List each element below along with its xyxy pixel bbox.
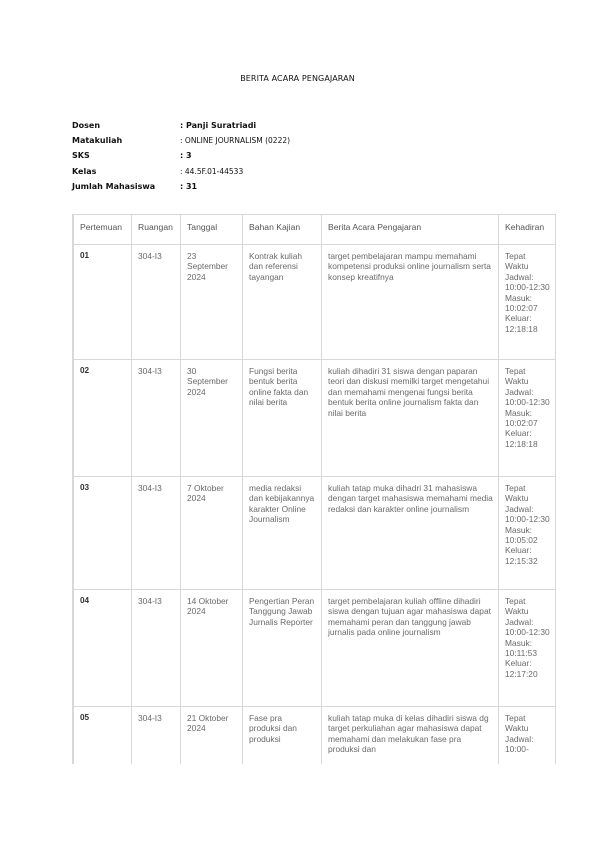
cell-pertemuan: 01 <box>74 245 132 360</box>
info-value: : Panji Suratriadi <box>180 121 257 130</box>
cell-bahan-kajian: Fase pra produksi dan produksi <box>243 707 322 765</box>
cell-tanggal: 14 Oktober 2024 <box>181 590 243 707</box>
info-value: : 31 <box>180 181 198 191</box>
cell-ruangan: 304-I3 <box>132 590 181 707</box>
cell-berita-acara: kuliah tatap muka dihadri 31 mahasiswa dengan target mahasiswa memahami media redaksi dan karakter online journalism <box>322 477 499 590</box>
cell-kehadiran: Tepat Waktu Jadwal: 10:00-12:30 Masuk: 10:02:07 Keluar: 12:18:18 <box>499 245 557 360</box>
cell-berita-acara: kuliah dihadiri 31 siswa dengan paparan teori dan diskusi memilki target mengetahui dan memahami mengenai fungsi berita bentuk berita online journalism fakta dan nilai berita <box>322 360 499 477</box>
cell-kehadiran: Tepat Waktu Jadwal: 10:00-12:30 Masuk: 10:05:02 Keluar: 12:15:32 <box>499 477 557 590</box>
info-value: : ONLINE JOURNALISM (0222) <box>180 136 291 146</box>
info-row-matakuliah <box>72 136 290 151</box>
info-label: Dosen <box>72 121 101 130</box>
cell-bahan-kajian: Fungsi berita bentuk berita online fakta dan nilai berita <box>243 360 322 477</box>
table-row <box>74 707 557 765</box>
table-row <box>74 360 557 477</box>
cell-tanggal: 7 Oktober 2024 <box>181 477 243 590</box>
cell-tanggal: 30 September 2024 <box>181 360 243 477</box>
cell-kehadiran: Tepat Waktu Jadwal: 10:00-12:30 Masuk: 10:02:07 Keluar: 12:18:18 <box>499 360 557 477</box>
column-header-kehadiran: Kehadiran <box>499 215 557 245</box>
table-row <box>74 590 557 707</box>
column-header-bahan-kajian: Bahan Kajian <box>243 215 322 245</box>
column-header-pertemuan: Pertemuan <box>74 215 132 245</box>
info-label: SKS <box>72 151 90 161</box>
column-header-tanggal: Tanggal <box>181 215 243 245</box>
attendance-table <box>73 214 556 764</box>
info-value: : 3 <box>180 151 192 161</box>
info-label: Jumlah Mahasiswa <box>72 181 156 191</box>
cell-berita-acara: target pembelajaran kuliah offline dihadiri siswa dengan tujuan agar mahasiswa dapat memahami peran dan tanggung jawab jurnalis pada online journalism <box>322 590 499 707</box>
info-label: Matakuliah <box>72 136 123 146</box>
info-row-kelas <box>72 167 290 182</box>
cell-tanggal: 23 September 2024 <box>181 245 243 360</box>
column-header-ruangan: Ruangan <box>132 215 181 245</box>
cell-kehadiran: Tepat Waktu Jadwal: 10:00-12:30 Masuk: 10:11:53 Keluar: 12:17:20 <box>499 590 557 707</box>
cell-pertemuan: 02 <box>74 360 132 477</box>
cell-kehadiran: Tepat Waktu Jadwal: 10:00- <box>499 707 557 765</box>
cell-bahan-kajian: Kontrak kuliah dan referensi tayangan <box>243 245 322 360</box>
info-row-jumlah-mahasiswa <box>72 182 290 197</box>
info-row-dosen <box>72 121 290 136</box>
cell-ruangan: 304-I3 <box>132 707 181 765</box>
document-title: BERITA ACARA PENGAJARAN <box>240 74 355 83</box>
table-header-row <box>74 215 557 245</box>
cell-pertemuan: 05 <box>74 707 132 765</box>
cell-pertemuan: 04 <box>74 590 132 707</box>
cell-berita-acara: target pembelajaran mampu memahami kompetensi produksi online journalism serta konsep kreatifnya <box>322 245 499 360</box>
course-info <box>72 121 290 197</box>
table-row <box>74 245 557 360</box>
table-row <box>74 477 557 590</box>
info-label: Kelas <box>72 166 97 176</box>
cell-berita-acara: kuliah tatap muka di kelas dihadiri siswa dg target perkuliahan agar mahasiswa dapat memahami dan melakukan fase pra produksi dan <box>322 707 499 765</box>
cell-ruangan: 304-I3 <box>132 245 181 360</box>
cell-ruangan: 304-I3 <box>132 360 181 477</box>
info-row-sks <box>72 151 290 166</box>
cell-tanggal: 21 Oktober 2024 <box>181 707 243 765</box>
cell-pertemuan: 03 <box>74 477 132 590</box>
attendance-table-container <box>72 214 556 764</box>
info-value: : 44.5F.01-44533 <box>180 166 244 176</box>
cell-ruangan: 304-I3 <box>132 477 181 590</box>
cell-bahan-kajian: Pengertian Peran Tanggung Jawab Jurnalis Reporter <box>243 590 322 707</box>
cell-bahan-kajian: media redaksi dan kebijakannya karakter Online Journalism <box>243 477 322 590</box>
column-header-berita-acara: Berita Acara Pengajaran <box>322 215 499 245</box>
